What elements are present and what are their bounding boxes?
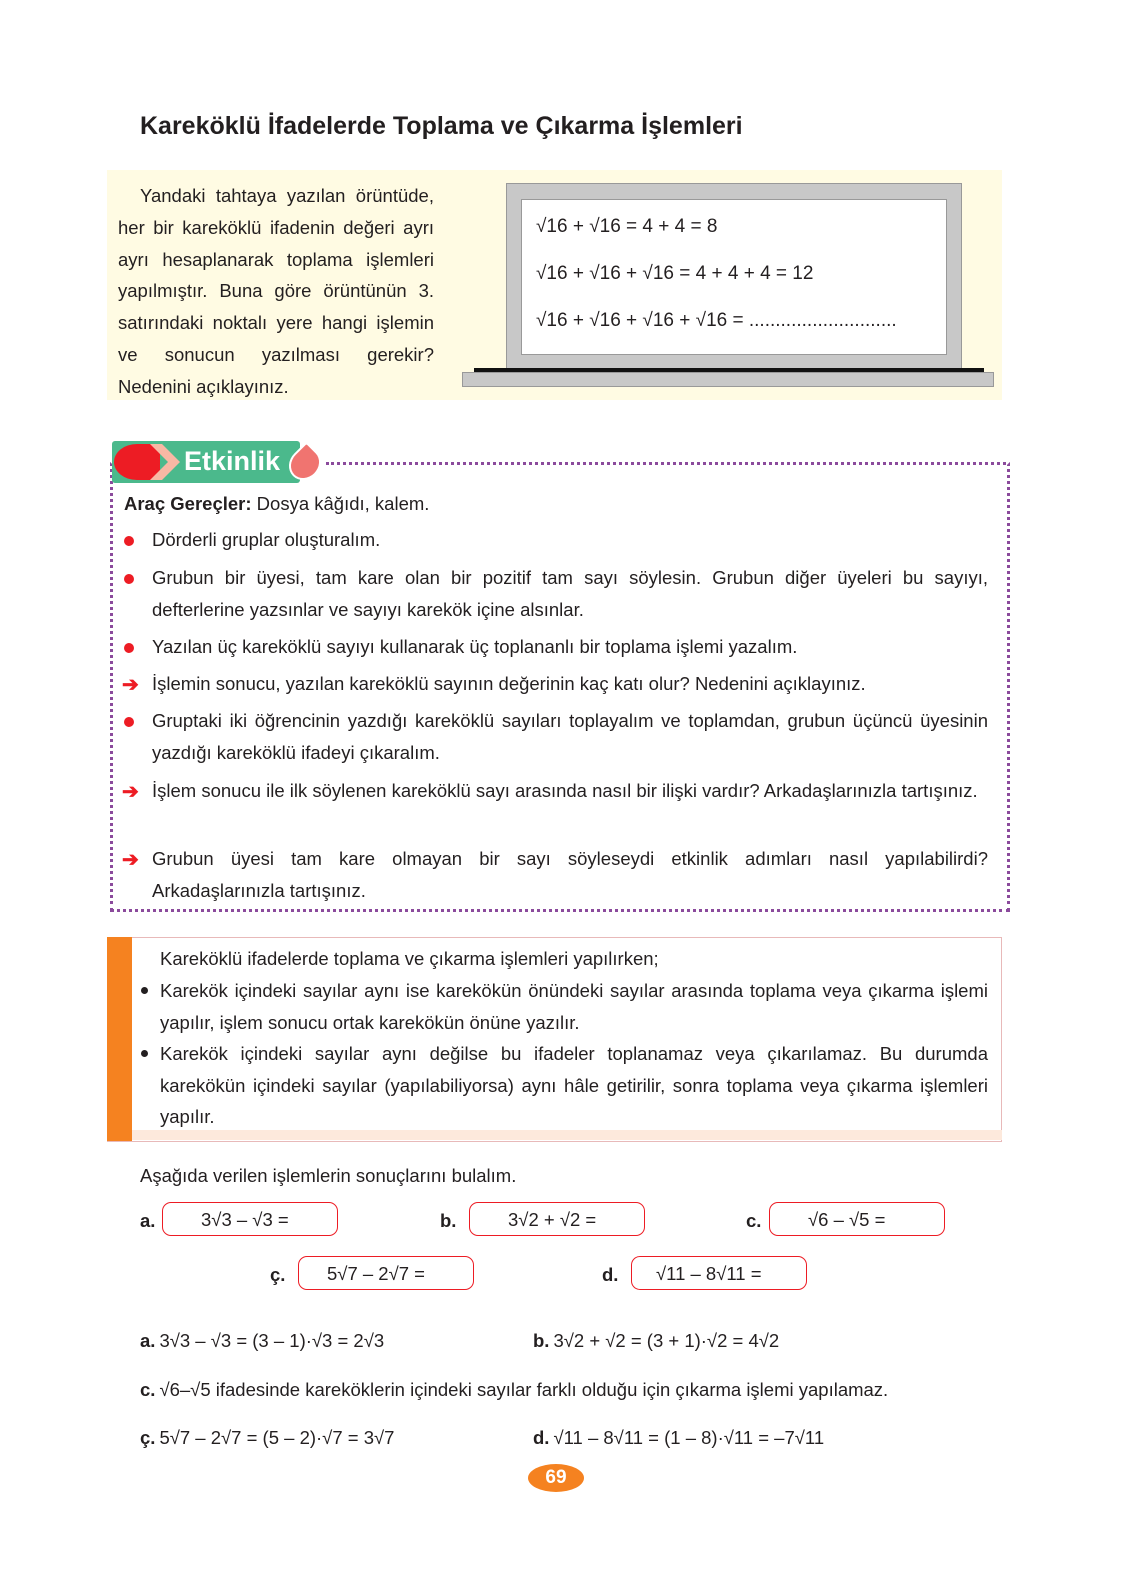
activity-item: İşlemin sonucu, yazılan kareköklü sayının değerinin kaç katı olur? Nedenini açıklayınız. (152, 673, 866, 694)
activity-title: Etkinlik (184, 446, 281, 476)
rule-intro: Kareköklü ifadelerde toplama ve çıkarma işlemleri yapılırken; (160, 948, 659, 969)
problem-label: ç. (270, 1264, 286, 1285)
activity-item: Yazılan üç kareköklü sayıyı kullanarak üç toplananlı bir toplama işlemi yazalım. (152, 636, 798, 657)
page-title: Kareköklü İfadelerde Toplama ve Çıkarma İşlemleri (140, 112, 743, 140)
board-line-3: √16 + √16 + √16 + √16 = ............................ (536, 310, 897, 331)
problem-box: 3√2 + √2 = (469, 1202, 645, 1236)
drop-icon (114, 444, 160, 480)
problem-box: √11 – 8√11 = (631, 1256, 807, 1290)
activity-item: Grubun bir üyesi, tam kare olan bir pozitif tam sayı söylesin. Grubun diğer üyeleri bu sayıyı, defterlerine yazsınlar ve sayıyı karekök içine alsınlar. (152, 567, 988, 620)
rule-accent-bar (107, 937, 132, 1141)
solution-a: a. 3√3 – √3 = (3 – 1)·√3 = 2√3 (140, 1330, 385, 1351)
solution-c: c. √6–√5 ifadesinde kareköklerin içindeki sayılar farklı olduğu için çıkarma işlemi yapılamaz. (140, 1379, 889, 1400)
activity-item: Grubun üyesi tam kare olmayan bir sayı söyleseydi etkinlik adımları nasıl yapılabilirdi? Arkadaşlarınızla tartışınız. (152, 848, 988, 901)
problem-label: b. (440, 1210, 457, 1231)
rule-bullet: Karekök içindeki sayılar aynı değilse bu ifadeler toplanamaz veya çıkarılamaz. Bu durumda karekökün içindeki sayılar (yapılabiliyorsa) aynı hâle getirilir, sonra toplama veya çıkarma işlemleri yapılır. (160, 1043, 988, 1127)
bullet-icon (124, 643, 134, 653)
board-line-1: √16 + √16 = 4 + 4 = 8 (536, 216, 718, 237)
bullet-icon (141, 1050, 148, 1057)
problem-label: c. (746, 1210, 762, 1231)
problem-box: 3√3 – √3 = (162, 1202, 338, 1236)
solution-b: b. 3√2 + √2 = (3 + 1)·√2 = 4√2 (533, 1330, 780, 1351)
bullet-icon (124, 717, 134, 727)
chalkboard-ledge (462, 372, 994, 387)
arrow-icon: ➔ (122, 781, 139, 803)
board-line-2: √16 + √16 + √16 = 4 + 4 + 4 = 12 (536, 263, 814, 284)
problem-box: √6 – √5 = (769, 1202, 945, 1236)
problem-label: a. (140, 1210, 156, 1231)
arrow-icon: ➔ (122, 849, 139, 871)
rule-bullet: Karekök içindeki sayılar aynı ise karekökün önündeki sayılar arasında toplama veya çıkarma işlemi yapılır, işlem sonucu ortak karekökün önüne yazılır. (160, 980, 988, 1033)
activity-item: İşlem sonucu ile ilk söylenen kareköklü sayı arasında nasıl bir ilişki vardır? Arkadaşlarınızla tartışınız. (152, 780, 978, 801)
solution-d: d. √11 – 8√11 = (1 – 8)·√11 = –7√11 (533, 1427, 825, 1448)
bullet-icon (124, 574, 134, 584)
arrow-icon: ➔ (122, 674, 139, 696)
bullet-icon (141, 987, 148, 994)
problem-box: 5√7 – 2√7 = (298, 1256, 474, 1290)
tools-label: Araç Gereçler: (124, 493, 252, 514)
activity-divider (326, 462, 1006, 465)
solution-cc: ç. 5√7 – 2√7 = (5 – 2)·√7 = 3√7 (140, 1427, 395, 1448)
exercise-intro: Aşağıda verilen işlemlerin sonuçlarını bulalım. (140, 1165, 517, 1186)
tools-line (124, 493, 429, 515)
problem-label: d. (602, 1264, 619, 1285)
page-number: 69 (528, 1464, 584, 1492)
intro-text: Yandaki tahtaya yazılan örüntüde, her bir kareköklü ifadenin değeri ayrı ayrı hesaplanarak toplama işlemleri yapılmıştır. Buna göre örüntünün 3. satırındaki noktalı yere hangi işlemin ve sonucun yazılması gerekir? Nedenini açıklayınız. (118, 185, 434, 397)
activity-item: Gruptaki iki öğrencinin yazdığı kareköklü sayıları toplayalım ve toplamdan, grubun üçüncü üyesinin yazdığı kareköklü ifadeyi çıkaralım. (152, 710, 988, 763)
activity-item: Dörderli gruplar oluşturalım. (152, 529, 381, 550)
bullet-icon (124, 536, 134, 546)
tools-text: Dosya kâğıdı, kalem. (251, 493, 430, 514)
